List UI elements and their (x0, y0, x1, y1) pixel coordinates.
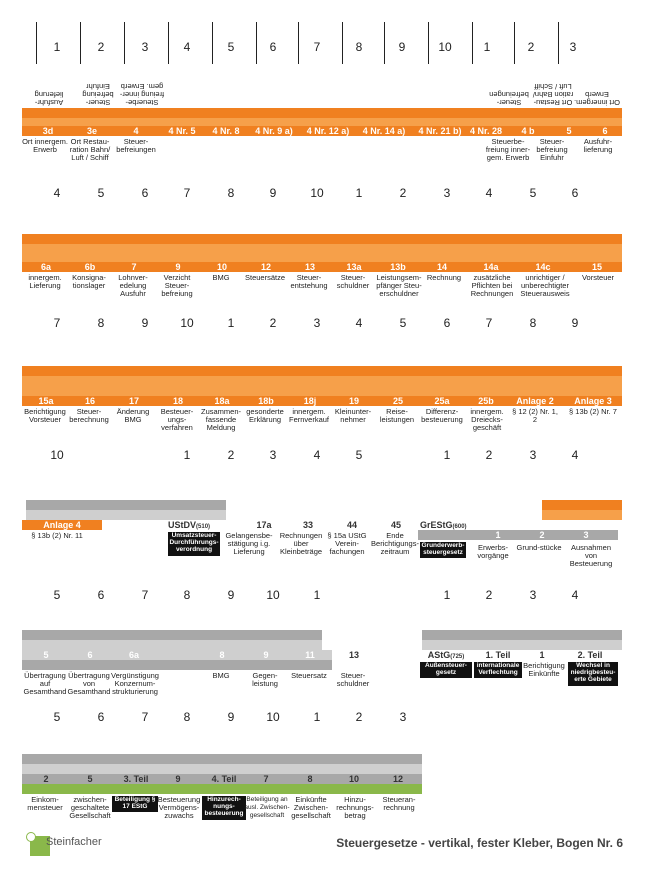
tab-label[interactable]: 18j (303, 396, 317, 406)
label: Rechnungen über Kleinbeträge (279, 531, 323, 556)
label: Steuer-schuldner (336, 273, 370, 290)
tab-label[interactable]: 14a (483, 262, 499, 272)
tab-number: 6 (141, 186, 149, 200)
tab-number: 5 (399, 316, 407, 330)
tab-number: 7 (141, 588, 149, 602)
label: Steuer-berechnung (69, 407, 109, 424)
tab-number: 5 (53, 710, 61, 724)
tab-number: 7 (183, 186, 191, 200)
tab-label[interactable]: 13b (390, 262, 406, 272)
label: Ausnahmen von Besteuerung (569, 543, 613, 568)
tab-code: (600) (452, 524, 467, 530)
tab-label[interactable]: 7 (263, 774, 269, 784)
label: Erwerbs-vorgänge (477, 543, 509, 560)
tab-label[interactable]: 3. Teil (123, 774, 149, 784)
tab-label[interactable]: 3 (583, 530, 589, 540)
tab-label[interactable]: 3e (86, 126, 97, 136)
tab-label[interactable]: 6a (40, 262, 51, 272)
tab-label[interactable]: 4 Nr. 28 (469, 126, 503, 136)
orange-strip (22, 386, 622, 396)
label: Ausfuhr-lieferung (583, 137, 613, 154)
tab-label[interactable]: 25b (478, 396, 494, 406)
tab-label[interactable]: 6 (87, 650, 93, 660)
label: Umsatzsteuer-Durchführungs-verordnung (168, 532, 220, 556)
tab-label[interactable]: 2 (43, 774, 49, 784)
tab-number: 10 (310, 186, 324, 200)
label: Berichtigung Einkünfte (523, 661, 565, 678)
label: innergem. Fernverkauf (288, 407, 330, 424)
register-block-2 (22, 216, 622, 330)
tab-code: (725) (450, 654, 465, 660)
label: Hinzu-rechnungs-betrag (336, 795, 374, 820)
label: § 15a UStG Verein-fachungen (327, 531, 367, 556)
label: Einkünfte Zwischen-gesellschaft (291, 795, 331, 820)
tab-number: 8 (97, 316, 105, 330)
tab-label-text: AStG (427, 650, 451, 660)
tab-number: 10 (180, 316, 194, 330)
label: Steuer-befreiung Einfuhr (536, 137, 568, 162)
brand-name: Steinfacher (46, 836, 102, 848)
tab-label[interactable]: 4 Nr. 9 a) (255, 126, 293, 136)
tab-label[interactable]: Anlage 4 (43, 520, 81, 530)
tab-label[interactable]: 10 (348, 774, 359, 784)
tab-number: 6 (571, 186, 579, 200)
tab-label[interactable]: 1 (495, 530, 501, 540)
tab-label[interactable]: 1. Teil (485, 650, 511, 660)
top-number: 1 (483, 40, 491, 54)
label: § 12 (2) Nr. 1, 2 (512, 407, 558, 424)
label: Steuerbe-freiung inner-gem. Erwerb (119, 82, 165, 107)
footer (22, 830, 623, 862)
tab-label[interactable]: 17a (256, 520, 272, 530)
tab-number: 6 (97, 588, 105, 602)
tab-label[interactable]: 4 Nr. 8 (212, 126, 240, 136)
label: BMG (212, 273, 230, 282)
tab-label[interactable]: 4 (133, 126, 139, 136)
tab-label[interactable]: 5 (566, 126, 572, 136)
label: Steuer-befreiung Einfuhr (82, 82, 114, 107)
tab-number: 9 (571, 316, 579, 330)
top-number: 10 (438, 40, 452, 54)
tab-label[interactable]: 25 (392, 396, 403, 406)
tab-label[interactable]: 44 (346, 520, 357, 530)
label: § 13b (2) Nr. 11 (31, 531, 83, 540)
tab-label[interactable]: 33 (302, 520, 313, 530)
label: Übertragung auf Gesamthand (23, 671, 67, 696)
tab-label[interactable]: 8 (219, 650, 225, 660)
mirrored-copy (22, 216, 622, 254)
mirrored-copy (22, 82, 622, 128)
mirrored-copy (22, 350, 622, 386)
tab-label[interactable]: 19 (348, 396, 359, 406)
tab-number: 9 (269, 186, 277, 200)
tab-number: 1 (227, 316, 235, 330)
label: Steuersätze (244, 273, 286, 282)
label: Verzicht Steuer-befreiung (161, 273, 193, 298)
tab-label[interactable] (420, 520, 466, 532)
register-block-6 (22, 744, 622, 820)
label: Gelangensbe-stätigung i.g. Lieferung (225, 531, 273, 556)
tab-label[interactable]: 4 Nr. 21 b) (418, 126, 462, 136)
tab-number: 1 (313, 710, 321, 724)
tab-label[interactable]: 4 b (521, 126, 535, 136)
top-number: 8 (355, 40, 363, 54)
tab-number: 4 (53, 186, 61, 200)
tab-number: 3 (313, 316, 321, 330)
tab-label[interactable]: 6a (128, 650, 139, 660)
tab-number: 2 (399, 186, 407, 200)
label: Konsigna-tionslager (72, 273, 106, 290)
label: Grund-stücke (516, 543, 562, 552)
register-block-3 (22, 350, 622, 465)
label: Leistungsem-pfänger Steu-erschuldner (376, 273, 422, 298)
label: Gegen-leistung (252, 671, 278, 688)
label: Übertragung von Gesamthand (67, 671, 111, 696)
top-number: 9 (398, 40, 406, 54)
label: Ende Berichtigungs-zeitraum (371, 531, 419, 556)
tab-number: 4 (313, 448, 321, 462)
tab-label[interactable]: 5 (43, 650, 49, 660)
top-number: 6 (269, 40, 277, 54)
tab-label[interactable]: 15a (38, 396, 54, 406)
tab-number: 10 (266, 710, 280, 724)
label: internationale Verflechtung (474, 662, 522, 678)
tab-number: 2 (485, 448, 493, 462)
tab-label[interactable]: 7 (131, 262, 137, 272)
tab-number: 3 (443, 186, 451, 200)
tab-label[interactable]: 4 Nr. 14 a) (362, 126, 406, 136)
tab-number: 8 (529, 316, 537, 330)
label: Steuerbe-freiung inner-gem. Erwerb (485, 137, 531, 162)
label: Kleinunter-nehmer (334, 407, 372, 424)
tab-label[interactable]: 17 (128, 396, 139, 406)
tab-number: 8 (183, 588, 191, 602)
tab-number: 6 (97, 710, 105, 724)
tab-label[interactable]: 16 (84, 396, 95, 406)
tab-label[interactable]: 6b (84, 262, 96, 272)
tab-label[interactable]: Anlage 2 (516, 396, 554, 406)
page-title: Steuergesetze - vertikal, fester Kleber, Bogen Nr. 6 (336, 836, 623, 850)
tab-number: 2 (269, 316, 277, 330)
label: innergem. Dreiecks-geschäft (470, 407, 504, 432)
tab-number: 10 (266, 588, 280, 602)
tab-label[interactable]: 18b (258, 396, 274, 406)
tab-number: 9 (227, 710, 235, 724)
tab-label[interactable]: 8 (307, 774, 313, 784)
tab-label[interactable]: 9 (263, 650, 269, 660)
label: Vergünstigung Konzernum-strukturierung (111, 671, 159, 696)
label: Steueran-rechnung (382, 795, 416, 812)
tab-number: 5 (529, 186, 537, 200)
tab-number: 8 (227, 186, 235, 200)
tab-label[interactable]: 9 (175, 774, 181, 784)
label: unrichtiger / unberechtigter Steuerausweis (520, 273, 570, 298)
label: Beteiligung § 17 EStG (112, 796, 158, 812)
tab-label[interactable]: 4. Teil (211, 774, 237, 784)
tab-label[interactable]: 5 (87, 774, 93, 784)
tab-label[interactable]: 12 (392, 774, 403, 784)
label: Vorsteuer (581, 273, 615, 282)
label: Steuersatz (291, 671, 327, 680)
tab-number: 3 (399, 710, 407, 724)
mirrored-copy (22, 486, 622, 520)
tab-label[interactable]: 1 (539, 650, 545, 660)
label: Zusammen-fassende Meldung (200, 407, 241, 432)
label: Steuer-entstehung (290, 273, 328, 290)
label: Ort Restau-ration Bahn/ Luft / Schiff (69, 137, 111, 162)
label: Ort innergem. Erwerb (22, 137, 68, 154)
tab-number: 4 (571, 448, 579, 462)
green-strip (22, 784, 422, 794)
label: zusätzliche Pflichten bei Rechnungen (470, 273, 514, 298)
tab-number: 7 (53, 316, 61, 330)
label: § 13b (2) Nr. 7 (569, 407, 617, 416)
label: gesonderte Erklärung (246, 407, 284, 424)
tab-label[interactable]: 10 (216, 262, 227, 272)
label: Wechsel in niedrigbesteu-erte Gebiete (568, 662, 618, 686)
label: Berichtigung Vorsteuer (24, 407, 66, 424)
tab-label[interactable]: 6 (602, 126, 608, 136)
label: Beteiligung an ausl. Zwischen-gesellschaft (244, 796, 290, 819)
tab-label[interactable]: 13 (304, 262, 315, 272)
top-number: 3 (141, 40, 149, 54)
label: BMG (212, 671, 230, 680)
label: Besteuer-ungs-verfahren (160, 407, 194, 432)
label: Steuer-schuldner (336, 671, 370, 688)
label: Reise-leistungen (379, 407, 415, 424)
tab-number: 5 (53, 588, 61, 602)
top-number: 5 (227, 40, 235, 54)
label: Lohnver-edelung Ausfuhr (118, 273, 148, 298)
label: zwischen-geschaltete Gesellschaft (69, 795, 111, 820)
grey-strip (22, 660, 332, 670)
register-block-5 (22, 616, 622, 726)
tab-label[interactable]: 18 (172, 396, 183, 406)
top-number: 4 (183, 40, 191, 54)
label: Ort Restau-ration Bahn/ Luft / Schiff (532, 82, 574, 107)
tab-label-text: GrEStG (420, 520, 453, 530)
register-block-4 (22, 486, 622, 602)
tab-number: 1 (443, 448, 451, 462)
top-number: 3 (569, 40, 577, 54)
tab-label[interactable] (418, 650, 474, 662)
label: innergem. Lieferung (28, 273, 62, 290)
tab-label[interactable]: 12 (260, 262, 271, 272)
label: Rechnung (426, 273, 462, 282)
tab-number: 4 (355, 316, 363, 330)
tab-label[interactable]: 11 (305, 650, 315, 660)
register-block-1 (22, 82, 622, 200)
brand-logo-ring (26, 832, 36, 842)
tab-label[interactable]: 3d (42, 126, 54, 136)
tab-label[interactable]: 45 (390, 520, 401, 530)
top-number: 2 (527, 40, 535, 54)
tab-number: 3 (529, 588, 537, 602)
top-number: 7 (313, 40, 321, 54)
tab-label[interactable]: 14 (436, 262, 447, 272)
label: Außensteuer-gesetz (420, 662, 472, 678)
tab-number: 10 (50, 448, 64, 462)
tab-label[interactable]: 2 (539, 530, 545, 540)
tab-code: (510) (196, 524, 211, 530)
tab-label[interactable]: 13a (346, 262, 362, 272)
label: Änderung BMG (116, 407, 150, 424)
tab-number: 9 (141, 316, 149, 330)
tab-number: 4 (571, 588, 579, 602)
tab-label[interactable]: 18a (214, 396, 230, 406)
tab-number: 1 (355, 186, 363, 200)
tab-number: 1 (313, 588, 321, 602)
tab-label[interactable]: 4 Nr. 12 a) (306, 126, 350, 136)
tab-number: 5 (97, 186, 105, 200)
tab-label[interactable]: 9 (175, 262, 181, 272)
tab-number: 4 (485, 186, 493, 200)
tab-number: 3 (529, 448, 537, 462)
label: Hinzurech-nungs-besteuerung (202, 796, 246, 820)
tab-label[interactable]: 13 (348, 650, 359, 660)
tab-number: 2 (355, 710, 363, 724)
tab-number: 2 (227, 448, 235, 462)
tab-label[interactable]: 15 (591, 262, 602, 272)
tab-number: 5 (355, 448, 363, 462)
orange-strip (22, 252, 622, 262)
tab-number: 1 (443, 588, 451, 602)
tab-number: 3 (269, 448, 277, 462)
tab-number: 9 (227, 588, 235, 602)
label: Ausfuhr-lieferung (34, 90, 64, 107)
tab-label-text: UStDV (168, 520, 197, 530)
tab-label[interactable]: 4 Nr. 5 (168, 126, 196, 136)
label: Einkom-mensteuer (27, 795, 63, 812)
label: Steuer-befreiungen (489, 90, 529, 107)
mirrored-copy (22, 744, 422, 774)
top-number: 2 (97, 40, 105, 54)
tab-label[interactable]: 14c (535, 262, 551, 272)
tab-label[interactable]: Anlage 3 (574, 396, 612, 406)
tab-label[interactable]: 25a (434, 396, 450, 406)
tab-number: 2 (485, 588, 493, 602)
mirrored-copy (22, 616, 622, 650)
tab-number: 7 (485, 316, 493, 330)
top-number: 1 (53, 40, 61, 54)
label: Steuer-befreiungen (116, 137, 156, 154)
label: Ort innergem. Erwerb (574, 90, 620, 107)
tab-label[interactable] (168, 520, 211, 532)
tab-number: 6 (443, 316, 451, 330)
tab-number: 8 (183, 710, 191, 724)
tab-label[interactable]: 2. Teil (577, 650, 603, 660)
label: Differenz-besteuerung (421, 407, 463, 424)
tab-number: 1 (183, 448, 191, 462)
label: Grunderwerb-steuergesetz (421, 542, 465, 556)
tab-number: 7 (141, 710, 149, 724)
label: Besteuerung Vermögens-zuwachs (157, 795, 201, 820)
